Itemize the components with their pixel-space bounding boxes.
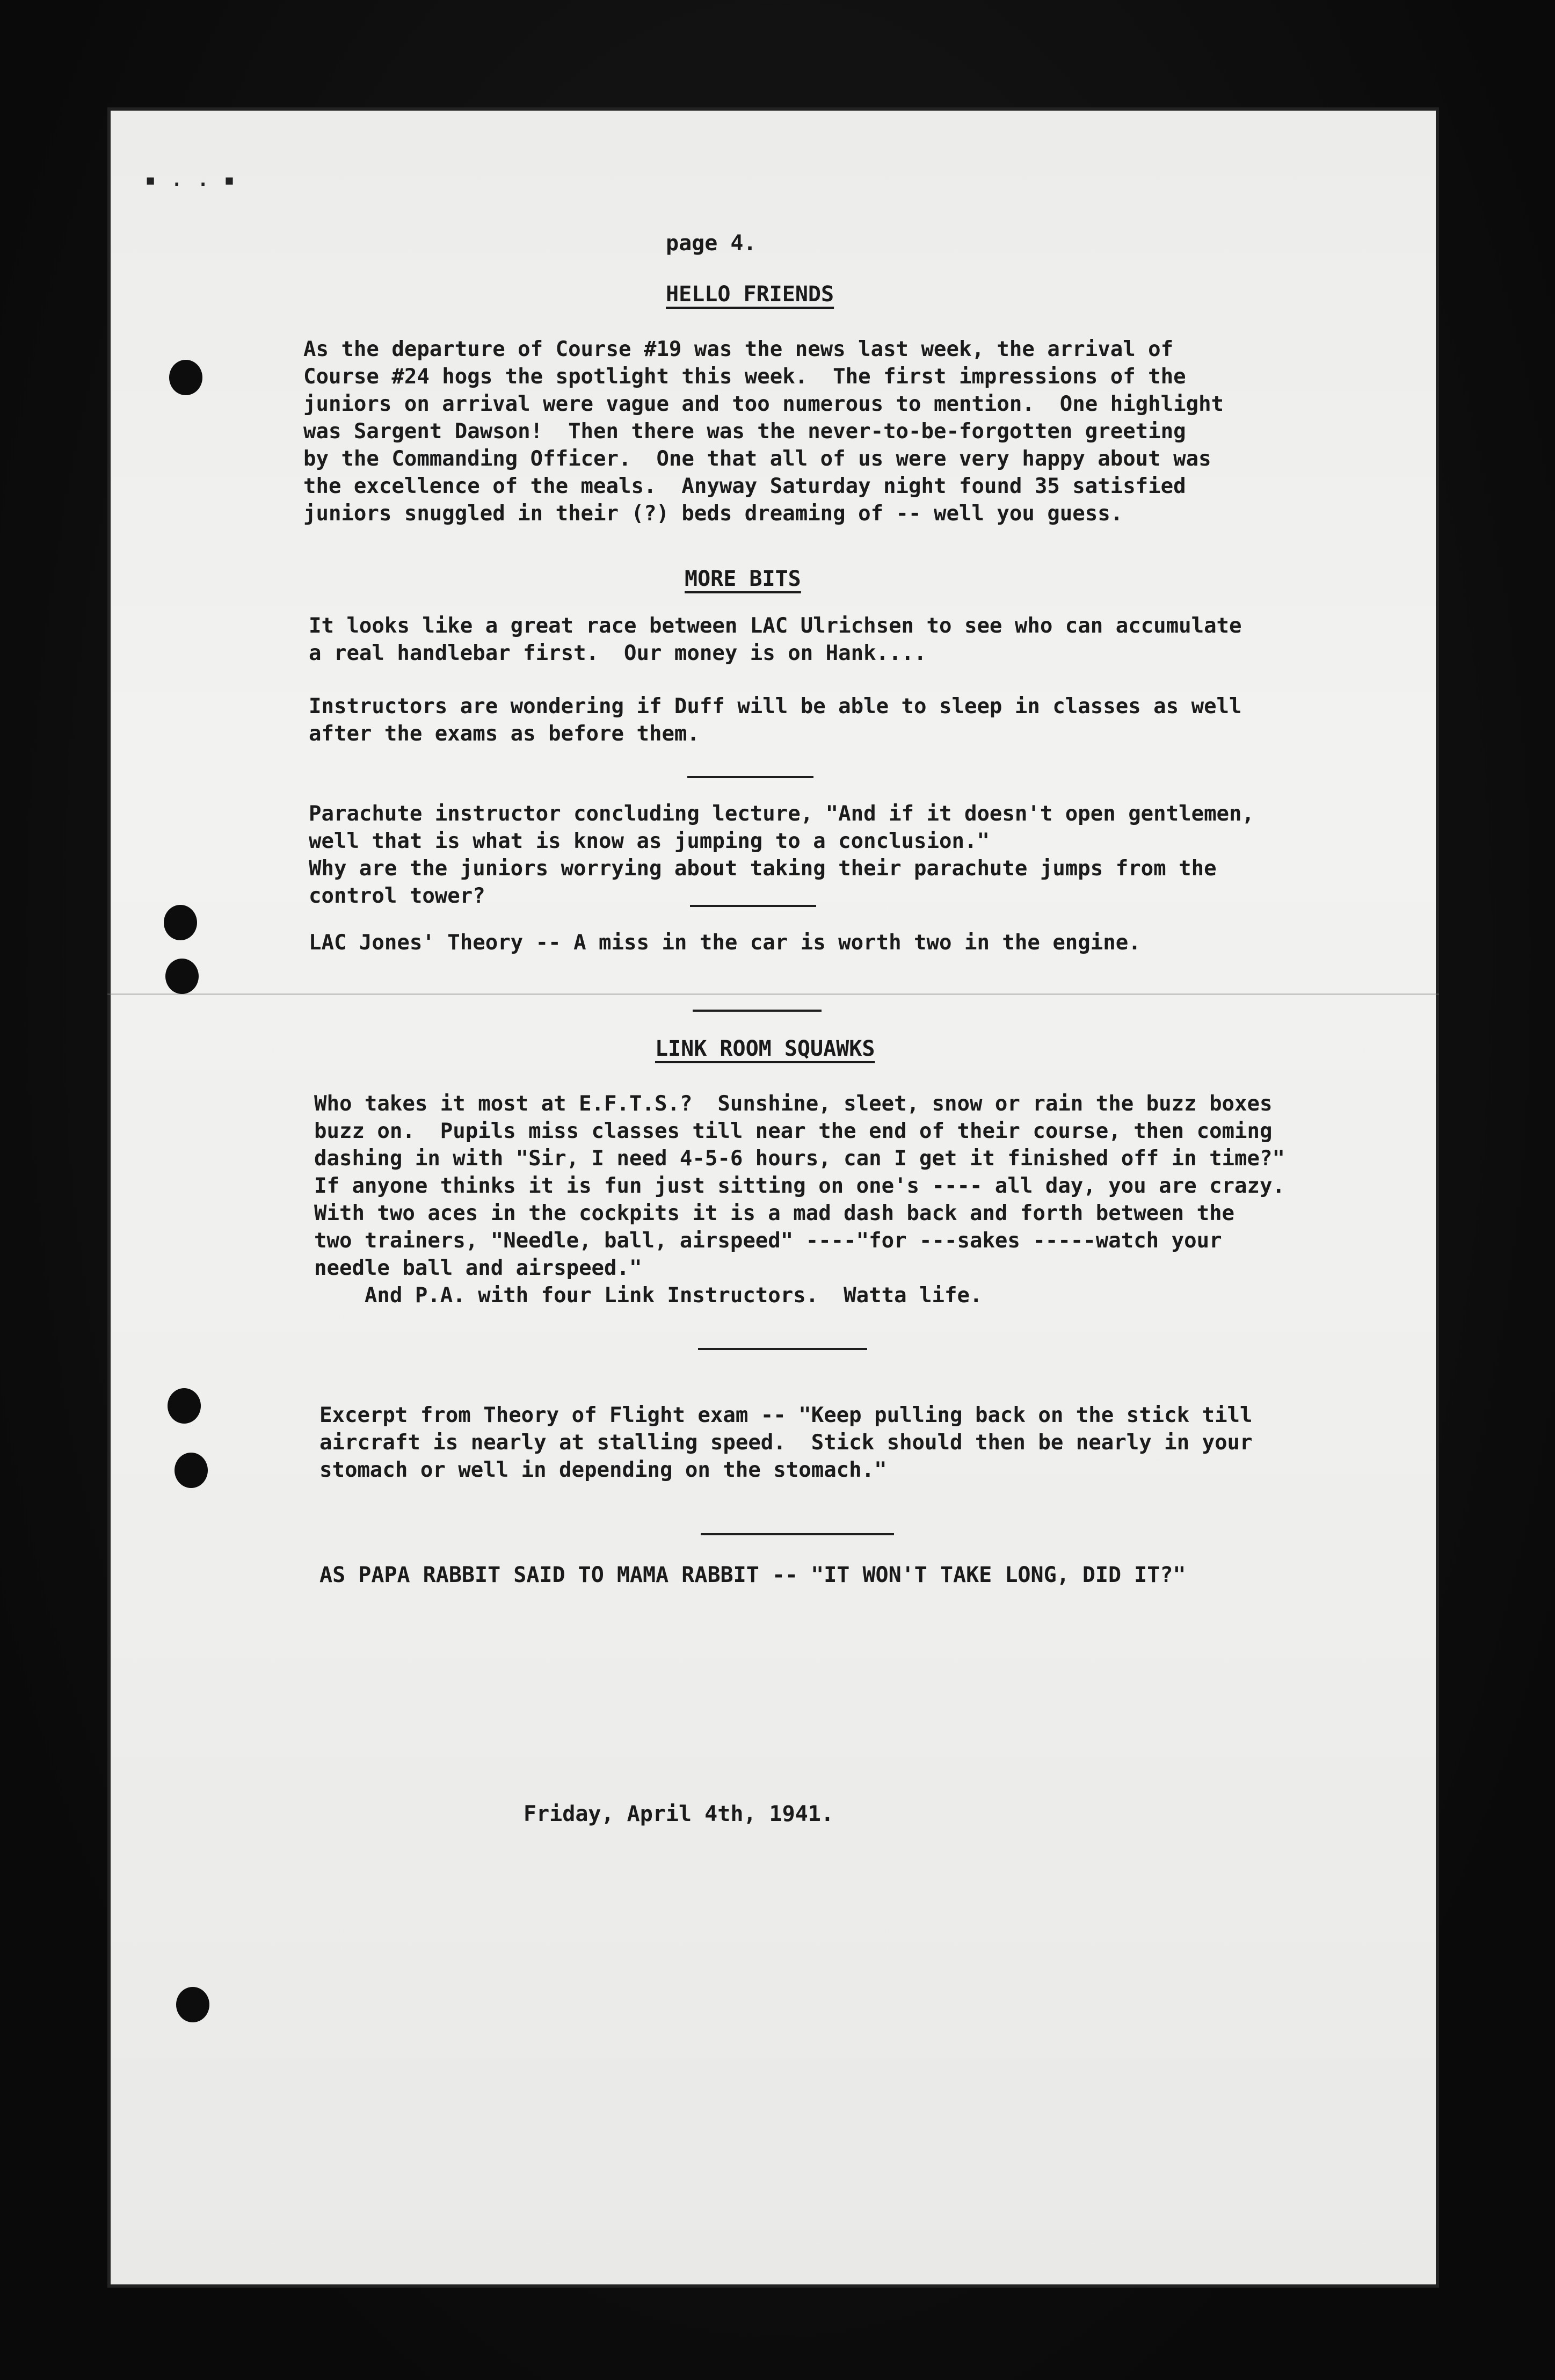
punch-hole-6 [176,1987,209,2022]
page-number: page 4. [666,231,757,256]
separator-rule-3 [693,1010,822,1012]
typewritten-page [107,107,1439,2288]
punch-hole-2 [164,905,197,940]
paper-fold-line [107,993,1439,995]
theory-of-flight-excerpt: Excerpt from Theory of Flight exam -- "Keep pulling back on the stick till aircraft is nearly at stalling speed. Stick should then be nearly in your stomach or well in depending on the stomach." [319,1403,1253,1482]
hello-friends-paragraph: As the departure of Course #19 was the news last week, the arrival of Course #24 hogs the spotlight this week. The first impressions of the juniors on arrival were vague and too numerous to mention. One highlight was Sargent Dawson! Then there was the never-to-be-forgotten greeting by the Commanding Officer. One that all of us were very happy about was the excellence of the meals. Anyway Saturday night found 35 satisfied juniors snuggled in their (?) beds dreaming of -- well you guess. [303,337,1224,526]
corner-marks: ▪ . . ▪ [145,169,237,191]
separator-rule-2 [690,905,816,907]
separator-rule-4 [698,1348,867,1350]
link-room-paragraph: Who takes it most at E.F.T.S.? Sunshine, sleet, snow or rain the buzz boxes buzz on. Pupils miss classes till near the end of their course, then coming dashing in with "Sir, I need 4-5-6 hours, can I get it finished off in time?" If anyone thinks it is fun just sitting on one's ---- all day, you are crazy. With two aces in the cockpits it is a mad dash back and forth between the two trainers, "Needle, ball, airspeed" ----"for ---sakes -----watch your needle ball and airspeed." And P.A. with four Link Instructors. Watta life. [314,1092,1285,1308]
more-bits-item-2: Instructors are wondering if Duff will be able to sleep in classes as well after the exams as before them. [309,694,1242,746]
more-bits-item-4: LAC Jones' Theory -- A miss in the car is worth two in the engine. [309,931,1141,955]
heading-link-room-squawks: LINK ROOM SQUAWKS [655,1036,875,1061]
issue-date: Friday, April 4th, 1941. [524,1802,834,1826]
more-bits-item-3: Parachute instructor concluding lecture, "And if it doesn't open gentlemen, well that is what is know as jumping to a conclusion." Why are the juniors worrying about taking their parachute jumps from the control tower? [309,802,1254,908]
punch-hole-4 [168,1388,201,1424]
papa-rabbit-line: AS PAPA RABBIT SAID TO MAMA RABBIT -- "IT WON'T TAKE LONG, DID IT?" [319,1563,1186,1587]
more-bits-item-1: It looks like a great race between LAC Ulrichsen to see who can accumulate a real handlebar first. Our money is on Hank.... [309,614,1242,665]
heading-hello-friends: HELLO FRIENDS [666,282,834,307]
separator-rule-1 [687,776,813,778]
heading-more-bits: MORE BITS [685,567,801,591]
punch-hole-5 [175,1453,208,1488]
punch-hole-3 [165,959,199,994]
separator-rule-5 [701,1533,894,1535]
punch-hole-1 [169,360,202,395]
